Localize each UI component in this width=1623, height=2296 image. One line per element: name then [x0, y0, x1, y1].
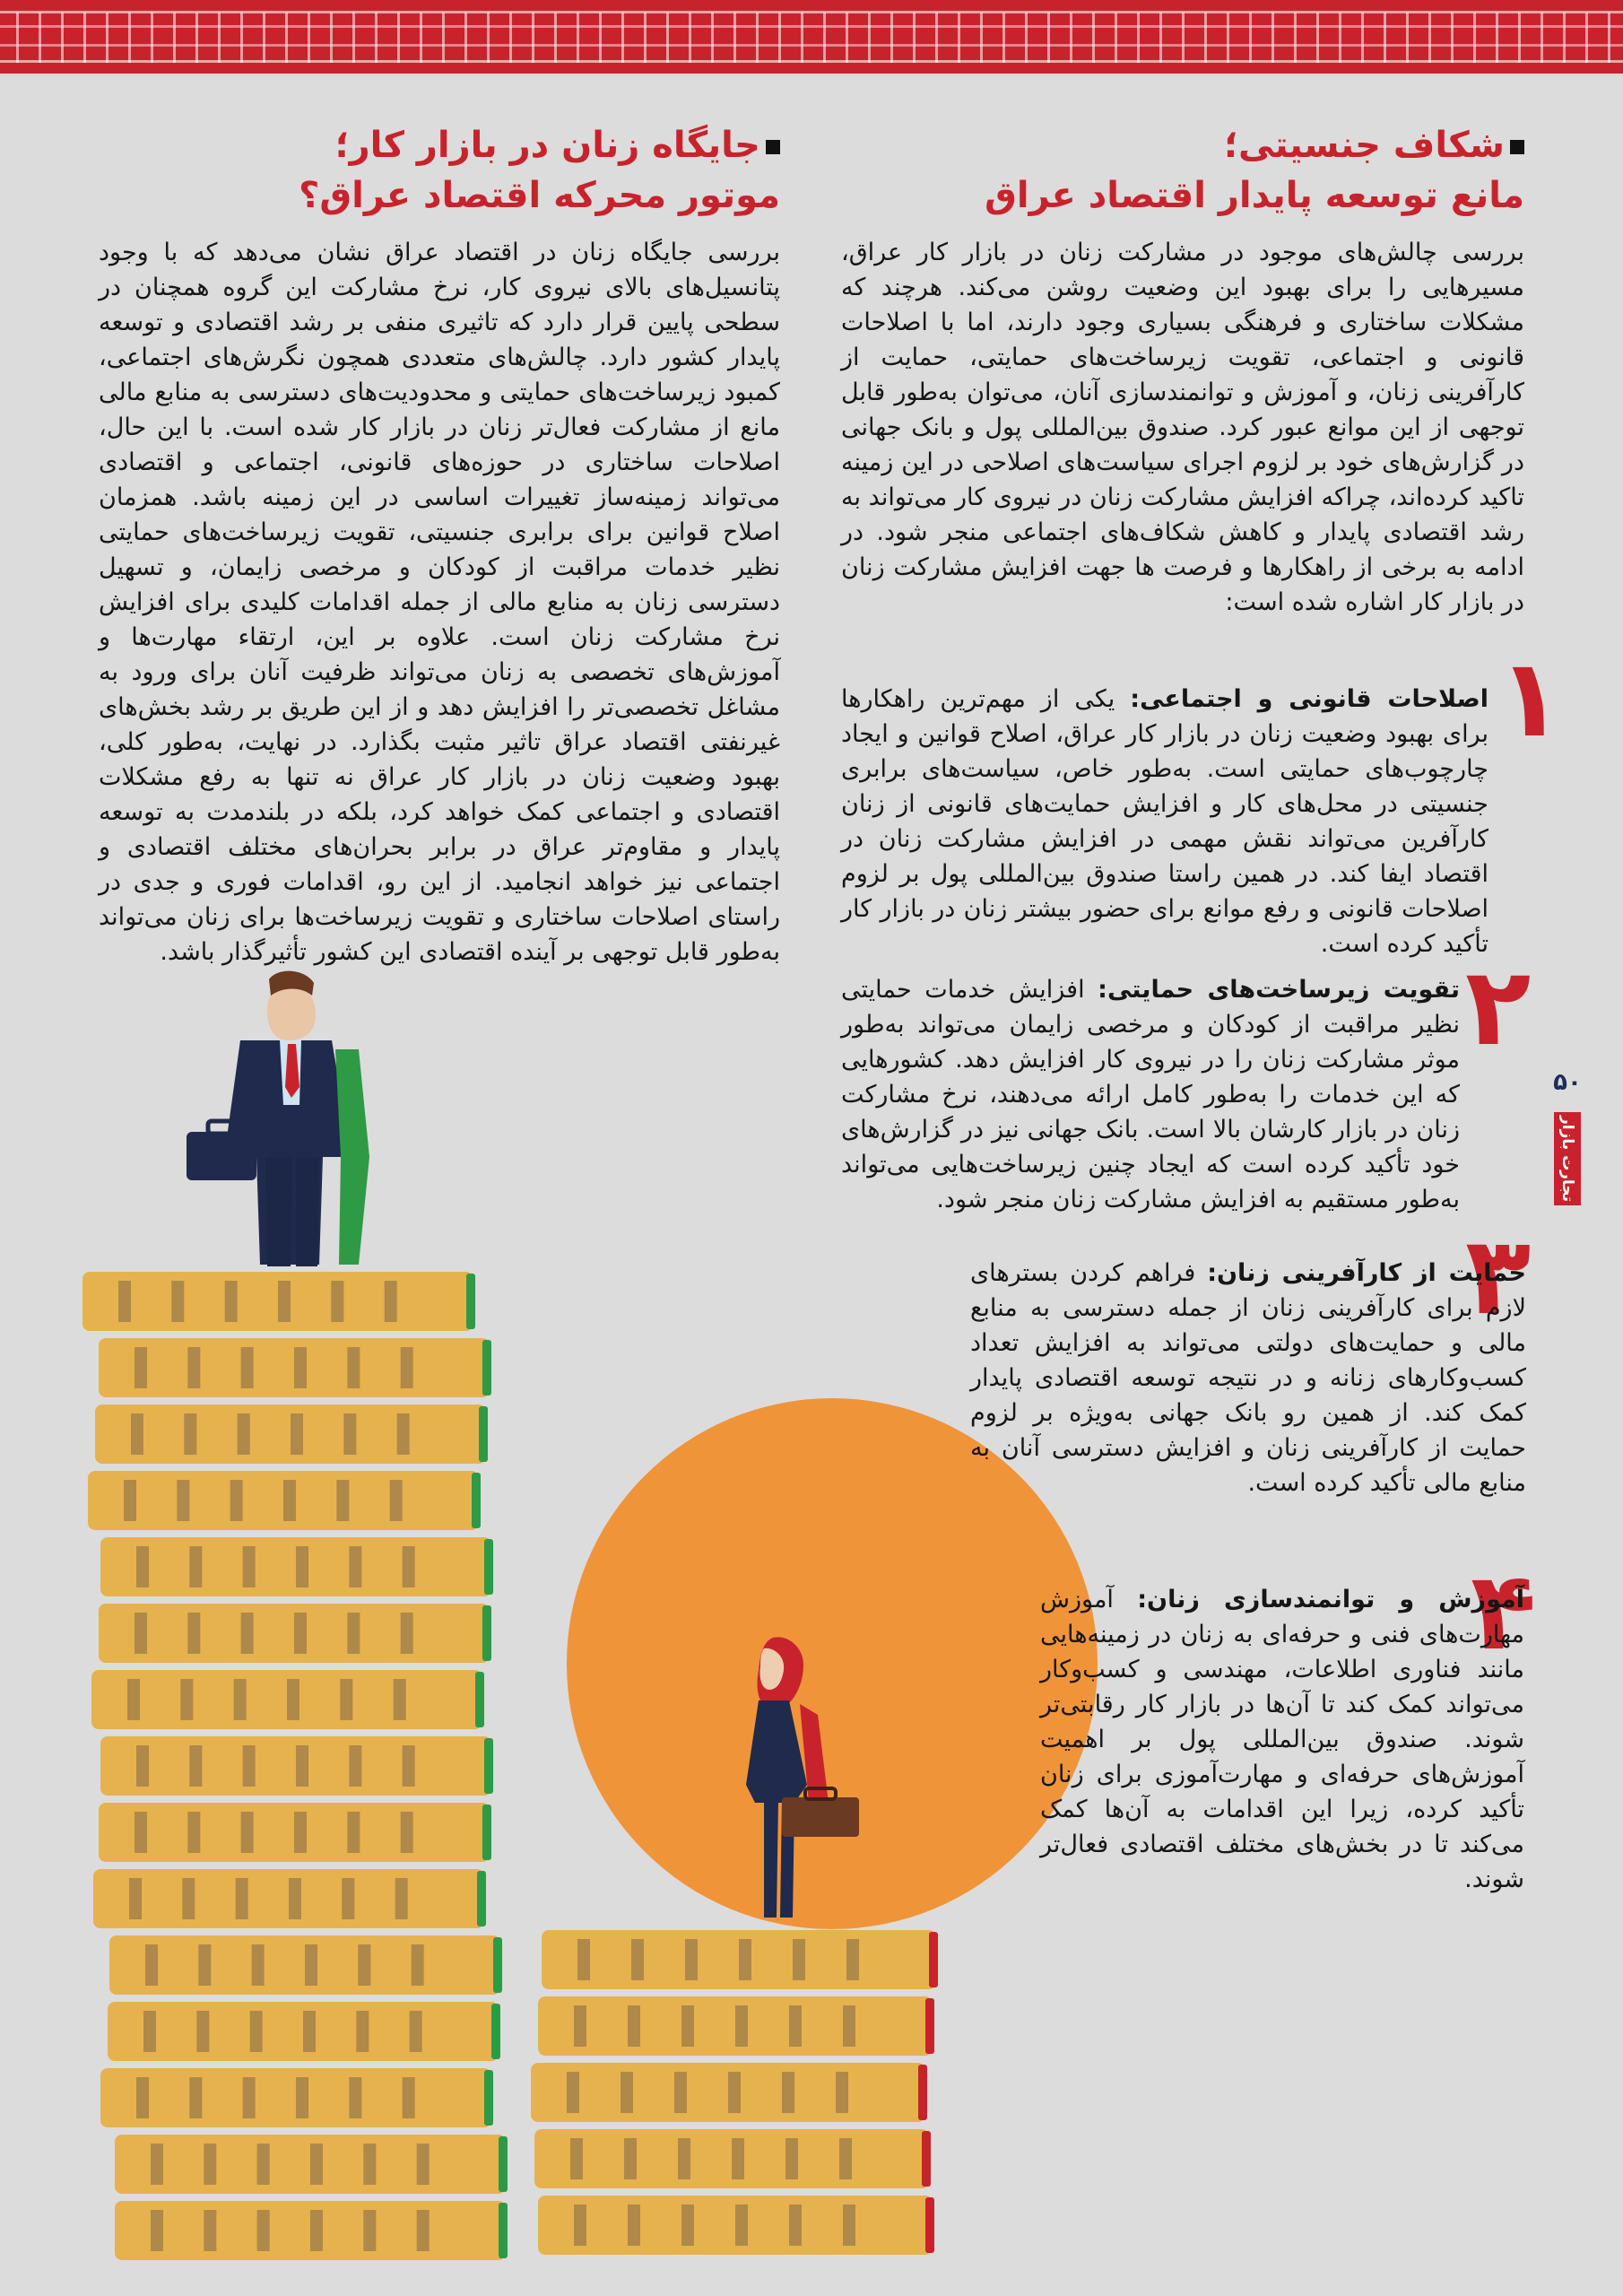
coin-mark [124, 1480, 136, 1521]
item-3-text: فراهم کردن بسترهای لازم برای کارآفرینی زنان از جمله دسترسی به منابع مالی و حمایت‌های دولتی می‌تواند به افزایش تعداد کسب‌وکارهای زنانه و در نتیجه توسعه اقتصادی پایدار کمک کند. از همین رو بانک جهانی به‌ویژه بر لزوم حمایت از کارآفرینی زنان و افزایش دسترسی آنان به منابع مالی تأکید کرده است. [970, 1259, 1526, 1497]
coin-edge [482, 1805, 491, 1860]
coin-mark [189, 1546, 202, 1587]
page-number: ۵۰ [1553, 1069, 1582, 1096]
coin-edge [499, 2136, 508, 2192]
coin-mark [417, 2210, 430, 2251]
coin-mark [735, 2205, 748, 2246]
coin-mark [187, 1347, 200, 1388]
coin-mark [347, 1347, 360, 1388]
coin-mark [296, 1745, 308, 1787]
coin-mark [782, 2072, 794, 2113]
page-number-strip [1549, 1069, 1585, 1204]
coin-mark [340, 1679, 352, 1720]
title-square-icon [1510, 140, 1524, 154]
coin-mark [180, 1679, 193, 1720]
item-4-text: آموزش مهارت‌های فنی و حرفه‌ای به زنان در زمینه‌هایی مانند فناوری اطلاعات، مهندسی و کسب‌وکار می‌تواند کمک کند تا آن‌ها در بازار کار رقابتی‌تر شوند. صندوق بین‌المللی پول بر اهمیت آموزش‌های حرفه‌ای و مهارت‌آموزی برای زنان تأکید کرده، زیرا این اقدامات به آن‌ها کمک می‌کند تا در بخش‌های مختلف اقتصادی فعال‌تر شوند. [1040, 1586, 1524, 1893]
coin-mark [177, 1480, 189, 1521]
coin-mark [349, 2077, 361, 2118]
coin-mark [836, 2072, 848, 2113]
coin-mark [735, 2005, 748, 2047]
coin-mark [145, 1944, 158, 1986]
left-article-body: بررسی جایگاه زنان در اقتصاد عراق نشان می‌دهد که با وجود پتانسیل‌های بالای نیروی کار، نرخ مشارکت این گروه همچنان در سطحی پایین قرار دارد که تاثیری منفی بر رشد اقتصادی و توسعه پایدار کشور دارد. چالش‌های متعددی همچون نگرش‌های اجتماعی، کمبود زیرساخت‌های حمایتی و محدودیت‌های دسترسی به منابع مالی مانع از مشارکت فعال‌تر زنان در بازار کار شده است. با این حال، اصلاحات ساختاری در حوزه‌های قانونی، اجتماعی و اقتصادی می‌تواند زمینه‌ساز تغییرات اساسی در این زمینه باشد. همزمان اصلاح قوانین برای برابری جنسیتی، تقویت زیرساخت‌های حمایتی نظیر خدمات مراقبت از کودکان و مرخصی زایمان، و تسهیل دسترسی زنان به منابع مالی از جمله اقدامات کلیدی برای افزایش نرخ مشارکت زنان است. علاوه بر این، ارتقاء مهارت‌ها و آموزش‌های تخصصی به زنان می‌تواند ظرفیت آنان برای ورود به مشاغل تخصصی‌تر را افزایش دهد و از این طریق بر رشد بخش‌های غیرنفتی اقتصاد عراق تاثیر مثبت بگذارد. در نهایت، به‌طور کلی، بهبود وضعیت زنان در بازار کار عراق نه تنها به رفع مشکلات اقتصادی و اجتماعی کمک خواهد کرد، بلکه در بلندمدت به توسعه پایدار و مقاوم‌تر عراق در برابر بحران‌های مختلف اقتصادی و اجتماعی نیز خواهد انجامید. از این رو، اقدامات فوری و جدی در راستای اصلاحات ساختاری و تقویت زیرساخت‌ها برای زنان می‌تواند به‌طور قابل توجهی بر آینده اقتصادی این کشور تأثیرگذار باشد. [99, 239, 780, 966]
brand-logo: تجارت بازار [1554, 1112, 1581, 1205]
coin-mark [310, 2144, 323, 2185]
coin-mark [395, 1878, 408, 1919]
coin-mark [241, 1812, 254, 1853]
coin-edge [484, 1539, 493, 1595]
coin-mark [403, 1546, 415, 1587]
coin-edge [477, 1871, 486, 1926]
coin-mark [234, 1679, 247, 1720]
coin-mark [143, 2011, 156, 2052]
coin-edge [472, 1473, 481, 1528]
coin-mark [135, 1347, 147, 1388]
coin-mark [287, 1679, 299, 1720]
coin-mark [238, 1413, 250, 1455]
coin-edge [466, 1274, 475, 1329]
coin-mark [363, 2210, 376, 2251]
coin-mark [347, 1812, 360, 1853]
coin-mark [294, 1613, 307, 1654]
item-4-heading: آموزش و توانمندسازی زنان: [1137, 1586, 1524, 1613]
coin-mark [204, 2144, 216, 2185]
coin-mark [198, 1944, 211, 1986]
coin-mark [410, 2011, 422, 2052]
coin-edge [479, 1406, 488, 1462]
item-1-number: ۱ [1497, 637, 1564, 761]
coin-mark [336, 1480, 349, 1521]
coin-mark [674, 2072, 687, 2113]
coin-mark [196, 2011, 209, 2052]
item-3-number: ۳ [1465, 1214, 1532, 1339]
coin-mark [401, 1347, 413, 1388]
coin-mark [252, 1944, 265, 1986]
coin-edge [918, 2065, 927, 2120]
coin-mark [136, 2077, 149, 2118]
title-square-icon [766, 140, 780, 154]
coin-mark [303, 2011, 316, 2052]
right-article-intro: بررسی چالش‌های موجود در مشارکت زنان در بازار کار عراق، مسیرهایی را برای بهبود این وضعیت روشن می‌کند. هرچند که مشکلات ساختاری و فرهنگی بسیاری وجود دارند، اما با اصلاحات قانونی و اجتماعی، تقویت زیرساخت‌های حمایتی، حمایت از کارآفرینی زنان، و آموزش و توانمندسازی آنان، می‌توان به‌طور قابل توجهی از این موانع عبور کرد. صندوق بین‌المللی پول و بانک جهانی در گزارش‌های خود بر لزوم اجرای سیاست‌های اصلاحی در این زمینه تاکید کرده‌اند، چراکه افزایش مشارکت زنان در نیروی کار می‌تواند به رشد اقتصادی پایدار و کاهش شکاف‌های اجتماعی منجر شود. در ادامه به برخی از راهکارها و فرصت ها جهت افزایش مشارکت زنان در بازار کار اشاره شده است: [841, 239, 1524, 616]
item-2-number: ۲ [1465, 945, 1532, 1070]
coin-mark [294, 1812, 307, 1853]
coin-mark [732, 2138, 744, 2179]
coin-mark [577, 1939, 590, 1980]
coin-mark [349, 1745, 361, 1787]
coin-mark [567, 2072, 579, 2113]
coin-mark [628, 2205, 640, 2246]
coin-mark [243, 2077, 256, 2118]
coin-mark [184, 1413, 196, 1455]
left-title-line1: جایگاه زنان در بازار کار؛ [82, 120, 780, 170]
coin-mark [250, 2011, 263, 2052]
coin-edge [922, 2131, 931, 2187]
coin-mark [305, 1944, 317, 1986]
coin-edge [484, 2070, 493, 2126]
coin-mark [390, 1480, 403, 1521]
right-item-4 [1040, 1582, 1524, 1897]
coin-mark [187, 1613, 200, 1654]
coin-mark [397, 1413, 410, 1455]
coin-mark [230, 1480, 243, 1521]
coin-mark [257, 2144, 270, 2185]
coin-mark [225, 1281, 238, 1322]
coin-edge [475, 1672, 484, 1727]
coin-mark [236, 1878, 248, 1919]
coin-mark [129, 1878, 142, 1919]
coin-mark [403, 2077, 415, 2118]
coin-mark [283, 1480, 296, 1521]
coin-mark [839, 2138, 852, 2179]
coin-mark [204, 2210, 216, 2251]
coin-edge [925, 1998, 934, 2054]
coin-mark [171, 1281, 184, 1322]
coin-mark [296, 1546, 308, 1587]
man-businessman-icon [187, 971, 369, 1266]
coin-mark [135, 1812, 147, 1853]
coin-mark [278, 1281, 291, 1322]
coin-mark [296, 2077, 308, 2118]
coin-mark [189, 2077, 202, 2118]
coin-edge [493, 1937, 502, 1993]
right-article-title [841, 120, 1524, 221]
coin-mark [135, 1613, 147, 1654]
coin-mark [739, 1939, 751, 1980]
coin-mark [131, 1413, 143, 1455]
coin-mark [401, 1613, 413, 1654]
coin-mark [241, 1347, 254, 1388]
item-2-heading: تقویت زیرساخت‌های حمایتی: [1098, 976, 1460, 1004]
coin-mark [347, 1613, 360, 1654]
coin-mark [846, 1939, 859, 1980]
coin-mark [681, 2205, 694, 2246]
coin-mark [136, 1745, 149, 1787]
right-item-1 [841, 682, 1488, 961]
coin-mark [417, 2144, 430, 2185]
item-2-text: افزایش خدمات حمایتی نظیر مراقبت از کودکان و مرخصی زایمان می‌تواند به‌طور موثر مشارکت زنان را در نیروی کار افزایش دهد. کشورهایی که این خدمات را به‌طور کامل ارائه می‌دهند، نرخ مشارکت زنان در بازار کارشان بالا است. بانک جهانی نیز در گزارش‌های خود تأکید کرده است که ایجاد چنین زیرساخت‌هایی می‌تواند به‌طور مستقیم به افزایش مشارکت زنان منجر شود. [841, 976, 1460, 1213]
coin-mark [624, 2138, 637, 2179]
coin-mark [412, 1944, 424, 1986]
coin-mark [118, 1281, 131, 1322]
coin-edge [482, 1605, 491, 1661]
right-title-line2: مانع توسعه پایدار اقتصاد عراق [985, 175, 1524, 216]
left-article-title [82, 120, 780, 221]
coin-edge [499, 2203, 508, 2258]
coin-mark [343, 1413, 356, 1455]
coin-mark [681, 2005, 694, 2047]
coin-edge [491, 2004, 500, 2059]
coin-mark [151, 2210, 163, 2251]
coin-mark [363, 2144, 376, 2185]
coin-mark [628, 2005, 640, 2047]
coin-mark [151, 2144, 163, 2185]
coin-mark [403, 1745, 415, 1787]
item-3-heading: حمایت از کارآفرینی زنان: [1207, 1259, 1526, 1287]
coin-mark [574, 2205, 586, 2246]
coin-mark [136, 1546, 149, 1587]
coin-mark [358, 1944, 370, 1986]
coin-stack-right [531, 1930, 938, 2255]
coin-mark [843, 2205, 855, 2246]
coin-mark [394, 1679, 406, 1720]
coin-mark [356, 2011, 369, 2052]
item-4-number: ۴ [1471, 1550, 1537, 1674]
coin-mark [291, 1413, 303, 1455]
coin-edge [484, 1738, 493, 1794]
coin-mark [187, 1812, 200, 1853]
coin-mark [241, 1613, 254, 1654]
item-1-text: یکی از مهم‌ترین راهکارها برای بهبود وضعیت زنان در بازار کار عراق، اصلاح قوانین و ایجاد چارچوب‌های حمایتی است. به‌طور خاص، سیاست‌های برابری جنسیتی در محل‌های کار و افزایش حمایت‌های قانونی از زنان کارآفرین می‌تواند نقش مهمی در افزایش مشارکت زنان در اقتصاد ایفا کند. در همین راستا صندوق بین‌المللی پول بر لزوم اصلاحات قانونی و رفع موانع برای حضور بیشتر زنان در بازار کار تأکید کرده است. [841, 685, 1488, 958]
coin-mark [401, 1812, 413, 1853]
coin-mark [574, 2005, 586, 2047]
coin-edge [482, 1340, 491, 1396]
coin-mark [385, 1281, 397, 1322]
coin-mark [331, 1281, 343, 1322]
right-item-2 [841, 972, 1460, 1217]
coin-stack-left [82, 1272, 508, 2260]
coin-edge [929, 1932, 938, 1987]
item-1-heading: اصلاحات قانونی و اجتماعی: [1130, 685, 1488, 713]
coin-mark [189, 1745, 202, 1787]
right-item-3 [970, 1256, 1526, 1500]
right-title-line1: شکاف جنسیتی؛ [841, 120, 1524, 170]
coin-mark [785, 2138, 798, 2179]
coin-mark [728, 2072, 741, 2113]
coin-mark [570, 2138, 583, 2179]
coin-mark [631, 1939, 644, 1980]
coin-mark [342, 1878, 354, 1919]
coin-mark [685, 1939, 698, 1980]
coin-mark [678, 2138, 690, 2179]
coin-mark [294, 1347, 307, 1388]
coin-mark [843, 2005, 855, 2047]
coin-mark [182, 1878, 195, 1919]
coin-mark [789, 2205, 802, 2246]
coin-mark [621, 2072, 633, 2113]
coin-mark [310, 2210, 323, 2251]
coin-mark [789, 2005, 802, 2047]
coin-mark [243, 1546, 256, 1587]
coin-mark [257, 2210, 270, 2251]
coin-edge [925, 2197, 934, 2253]
coin-mark [349, 1546, 361, 1587]
coin-mark [289, 1878, 301, 1919]
coin-mark [793, 1939, 805, 1980]
left-title-line2: موتور محرکه اقتصاد عراق؟ [299, 175, 780, 216]
coin-mark [243, 1745, 256, 1787]
coin-mark [127, 1679, 140, 1720]
